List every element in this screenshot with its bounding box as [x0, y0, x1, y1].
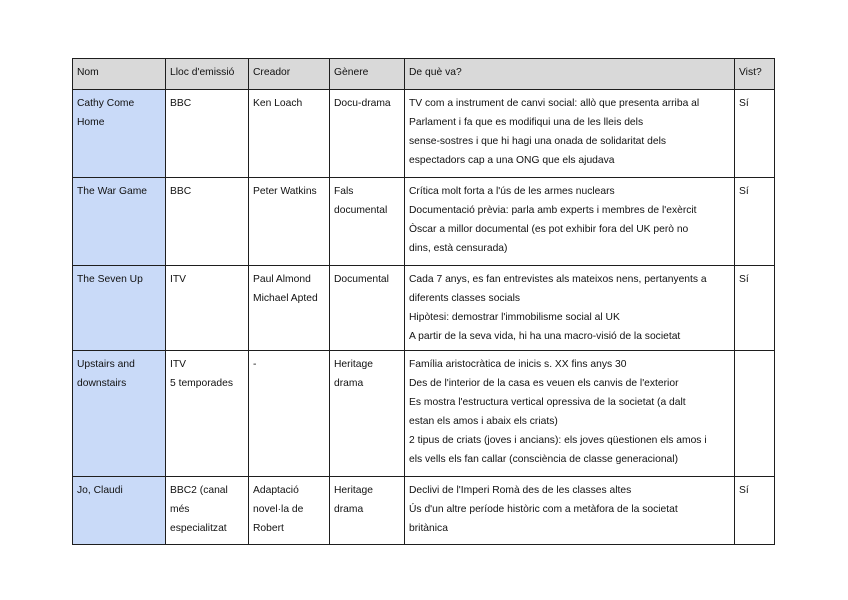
table-row	[73, 90, 775, 178]
cell-line: Es mostra l'estructura vertical opressiva de la societat (a dalt	[409, 397, 686, 408]
cell-line: 2 tipus de criats (joves i ancians): els joves qüestionen els amos i	[409, 435, 707, 446]
cell-about	[405, 477, 735, 545]
cell-line: espectadors cap a una ONG que els ajudava	[409, 155, 615, 166]
cell-line: novel·la de	[253, 504, 304, 515]
cell-seen: Sí	[735, 178, 775, 266]
cell-line: dins, està censurada)	[409, 243, 508, 254]
cell-about	[405, 266, 735, 351]
header-place: Lloc d'emissió	[166, 59, 249, 90]
cell-line: ITV	[170, 359, 187, 370]
cell-line: Docu-drama	[334, 98, 391, 109]
cell-place	[166, 351, 249, 477]
header-creator: Creador	[249, 59, 330, 90]
header-about: De què va?	[405, 59, 735, 90]
cell-name	[73, 477, 166, 545]
cell-line: The Seven Up	[77, 274, 143, 285]
cell-seen	[735, 351, 775, 477]
cell-creator	[249, 266, 330, 351]
cell-line: Home	[77, 117, 105, 128]
cell-line: Des de l'interior de la casa es veuen els canvis de l'exterior	[409, 378, 679, 389]
cell-genre	[330, 477, 405, 545]
table-row	[73, 351, 775, 477]
table-row	[73, 477, 775, 545]
cell-line: estan els amos i abaix els criats)	[409, 416, 558, 427]
table-row	[73, 178, 775, 266]
cell-line: The War Game	[77, 186, 147, 197]
cell-line: Família aristocràtica de inicis s. XX fins anys 30	[409, 359, 627, 370]
cell-line: Upstairs and	[77, 359, 135, 370]
cell-line: Michael Apted	[253, 293, 318, 304]
cell-creator	[249, 477, 330, 545]
cell-line: Paul Almond	[253, 274, 311, 285]
cell-creator	[249, 90, 330, 178]
cell-line: -	[253, 359, 257, 370]
cell-line: Cathy Come	[77, 98, 135, 109]
header-row	[73, 59, 775, 90]
cell-place	[166, 266, 249, 351]
cell-line: ITV	[170, 274, 187, 285]
cell-line: BBC	[170, 98, 192, 109]
cell-line: Crítica molt forta a l'ús de les armes nuclears	[409, 186, 615, 197]
cell-line: Declivi de l'Imperi Romà des de les classes altes	[409, 485, 632, 496]
cell-line: TV com a instrument de canvi social: allò que presenta arriba al	[409, 98, 700, 109]
cell-line: Peter Watkins	[253, 186, 317, 197]
cell-line: documental	[334, 205, 388, 216]
cell-line: drama	[334, 378, 364, 389]
cell-line: Òscar a millor documental (es pot exhibir fora del UK però no	[409, 224, 689, 235]
cell-genre	[330, 90, 405, 178]
cell-about	[405, 178, 735, 266]
cell-line: Jo, Claudi	[77, 485, 123, 496]
header-seen: Vist?	[735, 59, 775, 90]
cell-genre	[330, 351, 405, 477]
cell-seen: Sí	[735, 477, 775, 545]
cell-about	[405, 90, 735, 178]
cell-line: Heritage	[334, 485, 373, 496]
cell-name	[73, 178, 166, 266]
series-table	[72, 58, 775, 545]
cell-place	[166, 477, 249, 545]
cell-line: A partir de la seva vida, hi ha una macro-visió de la societat	[409, 331, 681, 342]
cell-line: especialitzat	[170, 523, 227, 534]
cell-line: Robert	[253, 523, 284, 534]
cell-line: BBC2 (canal	[170, 485, 228, 496]
cell-line: Documental	[334, 274, 389, 285]
cell-line: Documentació prèvia: parla amb experts i membres de l'exèrcit	[409, 205, 697, 216]
cell-place	[166, 90, 249, 178]
cell-line: Hipòtesi: demostrar l'immobilisme social al UK	[409, 312, 620, 323]
cell-seen: Sí	[735, 90, 775, 178]
cell-line: britànica	[409, 523, 448, 534]
cell-line: Heritage	[334, 359, 373, 370]
cell-line: BBC	[170, 186, 192, 197]
cell-line: 5 temporades	[170, 378, 233, 389]
cell-line: Fals	[334, 186, 354, 197]
cell-name	[73, 90, 166, 178]
cell-line: Cada 7 anys, es fan entrevistes als mateixos nens, pertanyents a	[409, 274, 707, 285]
cell-line: els vells els fan callar (consciència de classe generacional)	[409, 454, 678, 465]
cell-line: downstairs	[77, 378, 127, 389]
cell-seen: Sí	[735, 266, 775, 351]
cell-line: Parlament i fa que es modifiqui una de les lleis dels	[409, 117, 644, 128]
cell-line: més	[170, 504, 190, 515]
header-name: Nom	[73, 59, 166, 90]
table-row	[73, 266, 775, 351]
cell-line: sense-sostres i que hi hagi una onada de solidaritat dels	[409, 136, 667, 147]
cell-place	[166, 178, 249, 266]
cell-line: Adaptació	[253, 485, 299, 496]
cell-line: Ús d'un altre període històric com a metàfora de la societat	[409, 504, 678, 515]
cell-line: diferents classes socials	[409, 293, 521, 304]
cell-name	[73, 351, 166, 477]
cell-name	[73, 266, 166, 351]
cell-genre	[330, 178, 405, 266]
cell-line: drama	[334, 504, 364, 515]
cell-about	[405, 351, 735, 477]
cell-genre	[330, 266, 405, 351]
cell-line: Ken Loach	[253, 98, 303, 109]
header-genre: Gènere	[330, 59, 405, 90]
cell-creator	[249, 351, 330, 477]
cell-creator	[249, 178, 330, 266]
